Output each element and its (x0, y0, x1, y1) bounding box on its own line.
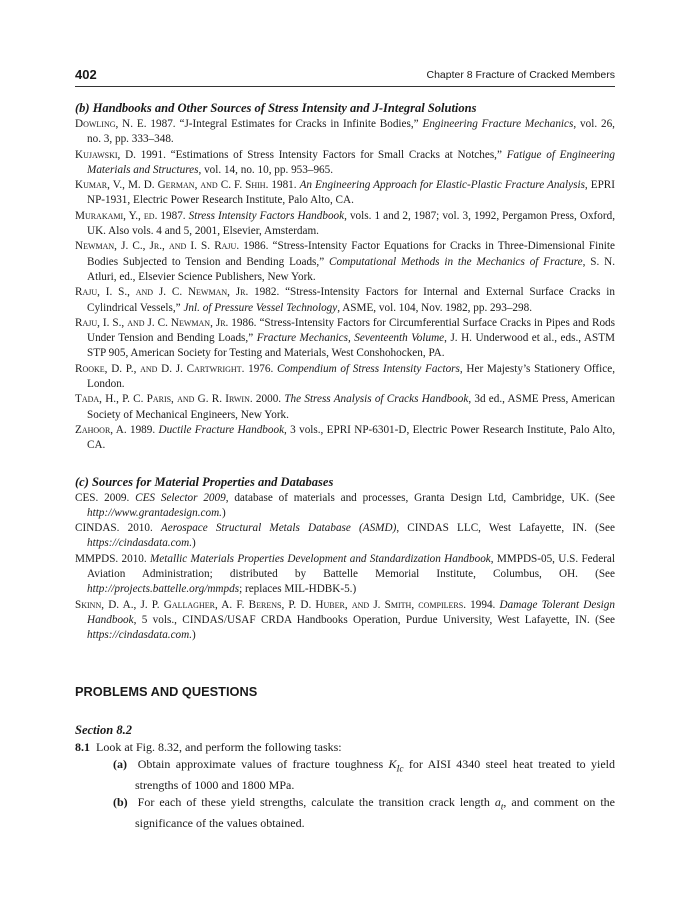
reference-details: , vols. 1 and 2, 1987; vol. 3, 1992, Pergamon Press, Oxford, UK. Also vols. 4 and 5, 2001, Elsevier, Amsterdam. (87, 209, 615, 238)
reference-author: Raju, I. S., and J. C. Newman, Jr. 1986. (75, 316, 260, 329)
reference-source: Ductile Fracture Handbook (158, 423, 285, 436)
reference-entry (75, 316, 615, 362)
reference-author: Raju, I. S., and J. C. Newman, Jr. 1982. (75, 286, 286, 299)
reference-source: Fatigue of Engineering Materials and Structures (87, 148, 615, 176)
reference-url: http://www.grantadesign.com. (87, 506, 222, 519)
section-c-title: (c) Sources for Material Properties and Databases (75, 474, 334, 489)
page-body (75, 100, 615, 832)
reference-source: Compendium of Stress Intensity Factors (277, 362, 460, 375)
reference-tail: ) (192, 537, 196, 550)
reference-details: , 5 vols., CINDAS/USAF CRDA Handbooks Operation, Purdue University, West Lafayette, IN. (See (133, 613, 615, 626)
reference-author: Kujawski, D. 1991. (75, 148, 171, 161)
reference-details: , CINDAS LLC, West Lafayette, IN. (See (396, 522, 615, 535)
reference-article-title: “J-Integral Estimates for Cracks in Infinite Bodies,” (179, 118, 423, 130)
reference-details: , S. N. Atluri, ed., Elsevier Science Publishers, New York. (87, 255, 615, 283)
problem-part-text: Obtain approximate values of fracture toughness (137, 756, 389, 771)
problem-part-label: (a) (113, 756, 127, 771)
reference-details: , 3d ed., ASME Press, American Society of Mechanical Engineers, New York. (87, 393, 615, 421)
reference-entry (75, 598, 615, 644)
math-symbol: K (388, 756, 397, 771)
reference-article-title: “Stress-Intensity Factor Equations for Cracks in Three-Dimensional Finite Bodies Subjected to Tension and Bending Loads,” (87, 240, 615, 268)
reference-author: Murakami, Y., ed. 1987. (75, 209, 189, 222)
problems-heading: PROBLEMS AND QUESTIONS (75, 683, 258, 699)
problem-part-text: For each of these yield strengths, calculate the transition crack length (137, 794, 495, 809)
reference-entry (75, 552, 615, 598)
running-head: Chapter 8 Fracture of Cracked Members (426, 69, 615, 81)
reference-entry (75, 392, 615, 423)
reference-article-title: “Stress-Intensity Factors for Circumferential Surface Cracks in Pipes and Rods Under Tension and Bending Loads,” (87, 316, 615, 345)
reference-entry (75, 209, 615, 240)
reference-author: CES. 2009. (75, 491, 136, 504)
reference-entry (75, 362, 615, 393)
problem-part-label: (b) (113, 794, 128, 809)
reference-source: Damage Tolerant Design Handbook (87, 598, 615, 626)
reference-entry (75, 117, 615, 148)
math-subscript: Ic (396, 762, 404, 773)
problem-part-text-end: , and comment on the significance of the values obtained. (135, 794, 616, 831)
page-number: 402 (75, 67, 97, 82)
reference-url: https://cindasdata.com. (87, 537, 193, 550)
reference-tail: ; replaces MIL-HDBK-5.) (239, 583, 357, 596)
problem-part-text-end: for AISI 4340 steel heat treated to yield strengths of 1000 and 1800 MPa. (135, 756, 616, 792)
reference-author: Kumar, V., M. D. German, and C. F. Shih. 1981. (75, 179, 300, 192)
reference-author: MMPDS. 2010. (75, 552, 150, 565)
reference-details: , J. H. Underwood et al., eds., ASTM STP 905, American Society for Testing and Materials, West Conshohocken, PA. (87, 332, 616, 360)
reference-source: Stress Intensity Factors Handbook (188, 209, 345, 222)
reference-details: , database of materials and processes, Granta Design Ltd, Cambridge, UK. (See (225, 491, 615, 504)
reference-source: Metallic Materials Properties Development and Standardization Handbook (149, 552, 491, 565)
reference-article-title: “Estimations of Stress Intensity Factors for Small Cracks at Notches,” (170, 148, 507, 161)
problem-part (75, 794, 615, 832)
reference-author: Tada, H., P. C. Paris, and G. R. Irwin. 2000. (75, 393, 285, 406)
section-b-title: (b) Handbooks and Other Sources of Stress Intensity and J-Integral Solutions (75, 101, 477, 115)
reference-author: Dowling, N. E. 1987. (75, 118, 180, 130)
problem-section-title: Section 8.2 (75, 722, 132, 737)
page-header (75, 67, 615, 87)
reference-author: Newman, J. C., Jr., and I. S. Raju. 1986. (75, 240, 273, 253)
reference-details: , Her Majesty’s Stationery Office, London. (87, 362, 615, 391)
reference-source: Fracture Mechanics, Seventeenth Volume (256, 332, 445, 345)
reference-source: Computational Methods in the Mechanics of Fracture (329, 255, 583, 268)
reference-url: https://cindasdata.com. (87, 629, 193, 642)
reference-entry (75, 285, 615, 316)
reference-details: , vol. 26, no. 3, pp. 333–348. (87, 118, 615, 146)
problem-part (75, 756, 615, 794)
reference-author: Skinn, D. A., J. P. Gallagher, A. F. Berens, P. D. Huber, and J. Smith, compilers. 1994. (75, 598, 500, 611)
reference-entry (75, 239, 615, 285)
reference-list-c (75, 491, 615, 644)
reference-entry (75, 423, 615, 454)
problem-number: 8.1 (75, 739, 90, 754)
reference-entry (75, 491, 615, 522)
math-symbol: a (494, 794, 501, 809)
problem-intro: Look at Fig. 8.32, and perform the following tasks: (96, 739, 342, 754)
reference-author: Rooke, D. P., and D. J. Cartwright. 1976. (75, 362, 277, 375)
reference-tail: ) (192, 629, 196, 642)
problem-8-1 (75, 739, 615, 756)
reference-details: , EPRI NP-1931, Electric Power Research Institute, Palo Alto, CA. (87, 179, 615, 207)
reference-author: CINDAS. 2010. (75, 522, 161, 535)
reference-source: CES Selector 2009 (135, 491, 226, 504)
reference-details: , 3 vols., EPRI NP-6301-D, Electric Power Research Institute, Palo Alto, CA. (87, 423, 615, 452)
reference-source: The Stress Analysis of Cracks Handbook (284, 393, 469, 406)
reference-article-title: “Stress-Intensity Factors for Internal and External Surface Cracks in Cylindrical Vessels,” (87, 286, 615, 314)
reference-url: http://projects.battelle.org/mmpds (87, 583, 240, 596)
problem-parts (75, 756, 615, 833)
reference-source: An Engineering Approach for Elastic-Plastic Fracture Analysis (299, 179, 585, 192)
reference-source: Jnl. of Pressure Vessel Technology (183, 301, 338, 314)
math-subscript: t (500, 801, 504, 812)
reference-tail: ) (221, 506, 226, 519)
reference-details: , vol. 14, no. 10, pp. 953–965. (198, 163, 334, 176)
reference-entry (75, 521, 615, 552)
reference-list-b (75, 117, 615, 454)
reference-details: , MMPDS-05, U.S. Federal Aviation Administration; distributed by Battelle Memorial Institute, Columbus, OH. (See (87, 552, 615, 581)
reference-source: Aerospace Structural Metals Database (ASMD) (160, 522, 397, 535)
header-rule (75, 86, 615, 87)
reference-entry (75, 178, 615, 209)
reference-details: , ASME, vol. 104, Nov. 1982, pp. 293–298. (337, 301, 533, 314)
reference-entry (75, 148, 615, 179)
reference-source: Engineering Fracture Mechanics (422, 118, 574, 130)
reference-author: Zahoor, A. 1989. (75, 423, 159, 436)
